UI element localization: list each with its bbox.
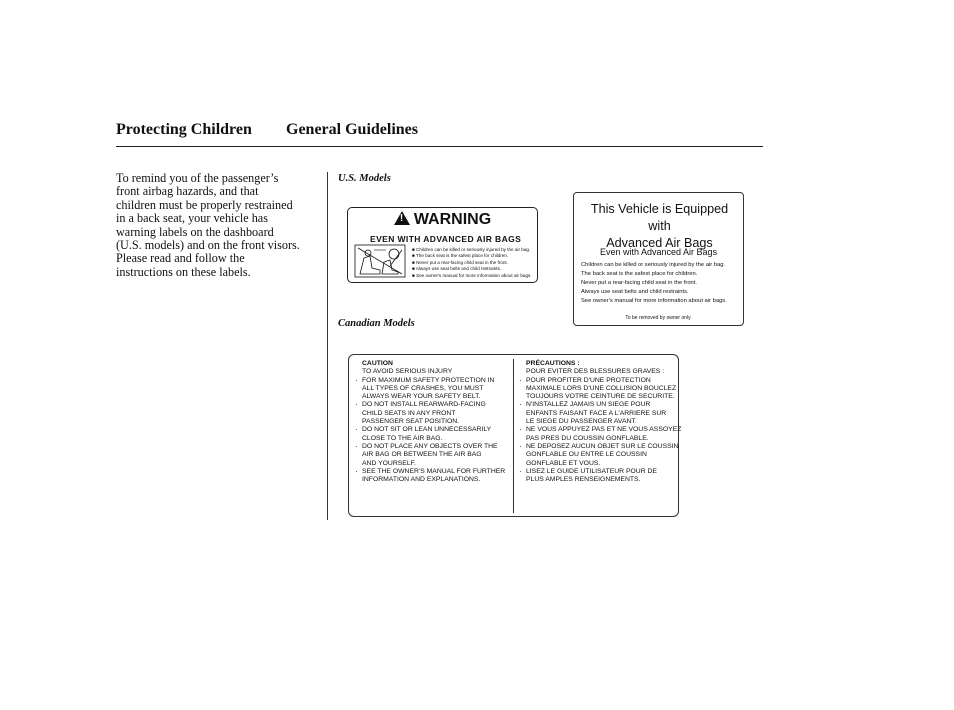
- warning-item: ■ Never put a rear-facing child seat in the front.: [412, 259, 508, 265]
- language-divider: [513, 359, 514, 513]
- caution-heading: CAUTION: [362, 360, 393, 367]
- visor-title-line: Advanced Air Bags: [606, 236, 713, 250]
- us-models-caption: U.S. Models: [338, 173, 391, 184]
- caution-line: · NE DEPOSEZ AUCUN OBJET SUR LE COUSSIN: [526, 443, 681, 451]
- caution-french: [526, 360, 681, 484]
- intro-line: warning labels on the dashboard: [116, 224, 274, 239]
- subsection-title: General Guidelines: [286, 121, 418, 138]
- caution-line: TOUJOURS VOTRE CEINTURE DE SECURITE.: [526, 393, 675, 401]
- warning-triangle-icon: [394, 211, 410, 225]
- caution-line: INFORMATION AND EXPLANATIONS.: [362, 476, 481, 484]
- section-title: Protecting Children: [116, 121, 252, 138]
- caution-line: MAXIMALE LORS D'UNE COLLISION BOUCLEZ: [526, 384, 677, 392]
- caution-line: · LISEZ LE GUIDE UTILISATEUR POUR DE: [526, 468, 681, 476]
- caution-line: CHILD SEATS IN ANY FRONT: [362, 409, 456, 417]
- header-rule: [116, 146, 763, 147]
- caution-line: · SEE THE OWNER'S MANUAL FOR FURTHER: [362, 468, 505, 476]
- intro-line: To remind you of the passenger’s: [116, 171, 279, 185]
- visor-label-image: [573, 192, 744, 326]
- warning-subtitle: EVEN WITH ADVANCED AIR BAGS: [370, 234, 522, 244]
- caution-line: · DO NOT INSTALL REARWARD-FACING: [362, 401, 505, 409]
- caution-line: GONFLABLE ET VOUS.: [526, 459, 601, 467]
- caution-line: PASSENGER SEAT POSITION.: [362, 418, 460, 426]
- caution-line: ALL TYPES OF CRASHES, YOU MUST: [362, 384, 484, 392]
- canadian-models-caption: Canadian Models: [338, 318, 415, 329]
- caution-subheading: TO AVOID SERIOUS INJURY: [362, 368, 453, 376]
- intro-paragraph: [116, 172, 326, 279]
- caution-line: LE SIEGE DU PASSENGER AVANT.: [526, 418, 637, 426]
- visor-title-line: This Vehicle is Equipped with: [590, 202, 729, 233]
- warning-title: [348, 211, 537, 229]
- visor-item: Children can be killed or seriously injured by the air bag.: [581, 262, 726, 268]
- caution-line: · DO NOT SIT OR LEAN UNNECESSARILY: [362, 426, 505, 434]
- caution-heading: PRÉCAUTIONS :: [526, 360, 580, 367]
- caution-line: AND YOURSELF.: [362, 459, 416, 467]
- caution-line: ENFANTS FAISANT FACE A L'ARRIERE SUR: [526, 409, 667, 417]
- intro-line: (U.S. models) and on the front visors.: [116, 238, 300, 253]
- caution-line: · DO NOT PLACE ANY OBJECTS OVER THE: [362, 443, 505, 451]
- visor-footer: To be removed by owner only.: [625, 315, 692, 321]
- visor-item: Never put a rear-facing child seat in the front.: [581, 280, 697, 286]
- caution-line: GONFLABLE OU ENTRE LE COUSSIN: [526, 451, 647, 459]
- intro-line: instructions on these labels.: [116, 264, 251, 279]
- caution-line: PAS PRES DU COUSSIN GONFLABLE.: [526, 434, 649, 442]
- caution-line: · FOR MAXIMUM SAFETY PROTECTION IN: [362, 377, 505, 385]
- warning-label-image: [347, 207, 538, 283]
- visor-item: Always use seat belts and child restraints.: [581, 289, 689, 295]
- caution-label-image: [348, 354, 682, 517]
- caution-line: · N'INSTALLEZ JAMAIS UN SIEGE POUR: [526, 401, 681, 409]
- caution-line: PLUS AMPLES RENSEIGNEMENTS.: [526, 476, 641, 484]
- visor-list: [581, 261, 727, 306]
- caution-line: ALWAYS WEAR YOUR SAFETY BELT.: [362, 393, 481, 401]
- intro-line: in a back seat, your vehicle has: [116, 211, 268, 226]
- visor-subtitle: Even with Advanced Air Bags: [599, 247, 718, 257]
- caution-line: · POUR PROFITER D'UNE PROTECTION: [526, 377, 681, 385]
- warning-item: ■ Children can be killed or seriously injured by the air bag.: [412, 247, 531, 252]
- caution-line: CLOSE TO THE AIR BAG.: [362, 434, 443, 442]
- intro-line: children must be properly restrained: [116, 197, 293, 212]
- visor-title: [578, 201, 741, 252]
- warning-title-text: WARNING: [413, 211, 492, 228]
- child-seat-airbag-icon: [354, 244, 406, 278]
- page-header: [116, 121, 418, 139]
- warning-item: ■ The back seat is the safest place for children.: [412, 253, 509, 259]
- intro-line: Please read and follow the: [116, 251, 245, 266]
- caution-subheading: POUR EVITER DES BLESSURES GRAVES :: [526, 368, 665, 376]
- visor-item: The back seat is the safest place for children.: [581, 271, 698, 277]
- warning-item: ■ Always use seat belts and child restraints.: [412, 266, 502, 272]
- warning-list: [412, 247, 532, 279]
- caution-line: · NE VOUS APPUYEZ PAS ET NE VOUS ASSOYEZ: [526, 426, 681, 434]
- warning-item: ■ See owner's manual for more information about air bags.: [412, 272, 532, 278]
- intro-line: front airbag hazards, and that: [116, 184, 259, 199]
- caution-english: [362, 360, 505, 484]
- caution-line: AIR BAG OR BETWEEN THE AIR BAG: [362, 451, 482, 459]
- column-divider: [327, 172, 328, 520]
- visor-item: See owner's manual for more information about air bags.: [581, 298, 727, 304]
